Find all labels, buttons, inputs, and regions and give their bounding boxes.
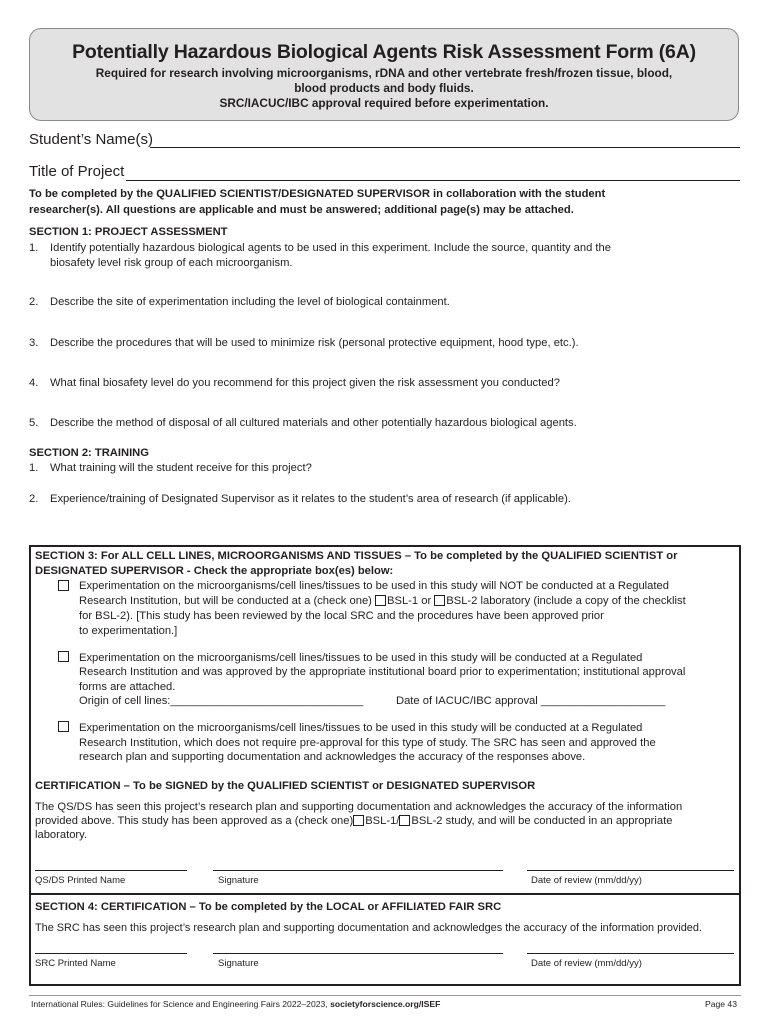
footer-link[interactable]: societyforscience.org/ISEF	[330, 999, 441, 1009]
question-number: 1.	[29, 242, 39, 254]
option-1-line-3: for BSL-2). [This study has been reviewed by the local SRC and the procedures have been approved prior	[79, 610, 604, 622]
option-1-checkbox[interactable]	[58, 580, 69, 591]
option-2-checkbox[interactable]	[58, 651, 69, 662]
src-name-line[interactable]	[35, 953, 187, 954]
header-subtitle-1: Required for research involving microorganisms, rDNA and other vertebrate fresh/frozen tissue, blood,	[95, 66, 673, 80]
option-1-bsl1-label: BSL-1 or	[387, 595, 432, 607]
section2-question-1	[29, 461, 749, 476]
option-3-line-3: research plan and supporting documentation and acknowledges the accuracy of the responses above.	[79, 751, 586, 763]
section3-heading-1: SECTION 3: For ALL CELL LINES, MICROORGANISMS AND TISSUES – To be completed by the QUALIFIED SCIENTIST or	[35, 550, 678, 562]
certification-line-3: laboratory.	[35, 829, 88, 841]
footer-guidelines: International Rules: Guidelines for Science and Engineering Fairs 2022–2023,	[31, 999, 331, 1009]
option-1-bsl2-label: BSL-2 laboratory (include a copy of the checklist	[446, 595, 686, 607]
qsds-date-label: Date of review (mm/dd/yy)	[531, 875, 642, 886]
qsds-signature-label: Signature	[218, 875, 259, 886]
project-title-label: Title of Project	[29, 163, 125, 180]
approval-date-field[interactable]: Date of IACUC/IBC approval ____________________	[396, 695, 666, 707]
src-signature-line[interactable]	[213, 953, 503, 954]
qsds-name-label: QS/DS Printed Name	[35, 875, 126, 886]
question-text: Describe the site of experimentation including the level of biological containment.	[50, 296, 450, 308]
qsds-name-line[interactable]	[35, 870, 187, 871]
question-text: Identify potentially hazardous biological agents to be used in this experiment. Include the source, quantity and the	[50, 242, 611, 254]
certification-line-1: The QS/DS has seen this project’s research plan and supporting documentation and acknowledges the accuracy of the information	[35, 801, 683, 813]
header-subtitle-3: SRC/IACUC/IBC approval required before experimentation.	[219, 96, 549, 110]
page-number: Page 43	[704, 999, 737, 1009]
footer-rule	[29, 995, 741, 996]
section1-question-3	[29, 336, 749, 351]
question-text: Experience/training of Designated Supervisor as it relates to the student’s area of research (if applicable).	[50, 493, 571, 505]
section1-question-4	[29, 376, 749, 391]
option-1-line-4: to experimentation.]	[79, 625, 178, 637]
footer-text	[31, 999, 440, 1009]
question-text: Describe the procedures that will be used to minimize risk (personal protective equipment, hood type, etc.).	[50, 337, 579, 349]
option-2-line-2: Research Institution and was approved by the appropriate institutional board prior to experimentation; institutional approval	[79, 666, 686, 678]
certification-heading: CERTIFICATION – To be SIGNED by the QUALIFIED SCIENTIST or DESIGNATED SUPERVISOR	[35, 780, 536, 792]
section3-heading-2: DESIGNATED SUPERVISOR - Check the appropriate box(es) below:	[35, 565, 394, 577]
option-3-line-1: Experimentation on the microorganisms/cell lines/tissues to be used in this study will be conducted at a Regulated	[79, 722, 643, 734]
question-number: 5.	[29, 417, 39, 429]
certification-line-2	[35, 814, 737, 829]
question-number: 2.	[29, 296, 39, 308]
option-1-bsl1-checkbox[interactable]	[375, 595, 386, 606]
src-date-label: Date of review (mm/dd/yy)	[531, 958, 642, 969]
certification-text: provided above. This study has been approved as a (check one)	[35, 815, 354, 827]
section1-question-1	[29, 241, 749, 256]
question-text: What final biosafety level do you recommend for this project given the risk assessment you conducted?	[50, 377, 560, 389]
option-3-checkbox[interactable]	[58, 721, 69, 732]
src-signature-label: Signature	[218, 958, 259, 969]
cert-bsl2-checkbox[interactable]	[399, 815, 410, 826]
option-1-line-2	[79, 594, 739, 609]
section1-heading: SECTION 1: PROJECT ASSESSMENT	[29, 226, 228, 238]
src-date-line[interactable]	[527, 953, 734, 954]
section4-text: The SRC has seen this project’s research plan and supporting documentation and acknowledges the accuracy of the information provided.	[35, 922, 702, 934]
question-number: 4.	[29, 377, 39, 389]
cert-bsl1-label: BSL-1/	[365, 815, 400, 827]
qsds-signature-line[interactable]	[213, 870, 503, 871]
header-subtitle-2: blood products and body fluids.	[294, 81, 474, 95]
intro-line-1: To be completed by the QUALIFIED SCIENTIST/DESIGNATED SUPERVISOR in collaboration with the student	[29, 188, 606, 200]
option-2-line-1: Experimentation on the microorganisms/cell lines/tissues to be used in this study will be conducted at a Regulated	[79, 652, 643, 664]
section4-heading: SECTION 4: CERTIFICATION – To be completed by the LOCAL or AFFILIATED FAIR SRC	[35, 901, 502, 913]
option-2-line-3: forms are attached.	[79, 681, 176, 693]
section2-heading: SECTION 2: TRAINING	[29, 447, 149, 459]
project-title-field[interactable]	[126, 180, 740, 181]
option-1-text: Research Institution, but will be conducted at a (check one)	[79, 595, 372, 607]
option-3-line-2: Research Institution, which does not require pre-approval for this type of study. The SRC has seen and approved the	[79, 737, 656, 749]
section1-question-1-cont: biosafety level risk group of each microorganism.	[50, 257, 293, 269]
cert-bsl1-checkbox[interactable]	[353, 815, 364, 826]
option-1-line-1: Experimentation on the microorganisms/cell lines/tissues to be used in this study will NOT be conducted at a Regulated	[79, 580, 669, 592]
question-text: Describe the method of disposal of all cultured materials and other potentially hazardous biological agents.	[50, 417, 577, 429]
students-name-field[interactable]	[150, 147, 740, 148]
cert-bsl2-label: BSL-2 study, and will be conducted in an appropriate	[411, 815, 673, 827]
cell-line-origin-field[interactable]: Origin of cell lines:_______________________________	[79, 695, 364, 707]
section1-question-5	[29, 416, 749, 431]
option-1-bsl2-checkbox[interactable]	[434, 595, 445, 606]
question-number: 3.	[29, 337, 39, 349]
intro-line-2: researcher(s). All questions are applicable and must be answered; additional page(s) may be attached.	[29, 204, 574, 216]
src-name-label: SRC Printed Name	[35, 958, 116, 969]
section1-question-2	[29, 295, 749, 310]
qsds-date-line[interactable]	[527, 870, 734, 871]
question-text: What training will the student receive for this project?	[50, 462, 312, 474]
section2-question-2	[29, 492, 749, 507]
students-name-label: Student’s Name(s)	[29, 131, 153, 148]
question-number: 1.	[29, 462, 39, 474]
question-number: 2.	[29, 493, 39, 505]
form-title: Potentially Hazardous Biological Agents Risk Assessment Form (6A)	[72, 41, 696, 63]
